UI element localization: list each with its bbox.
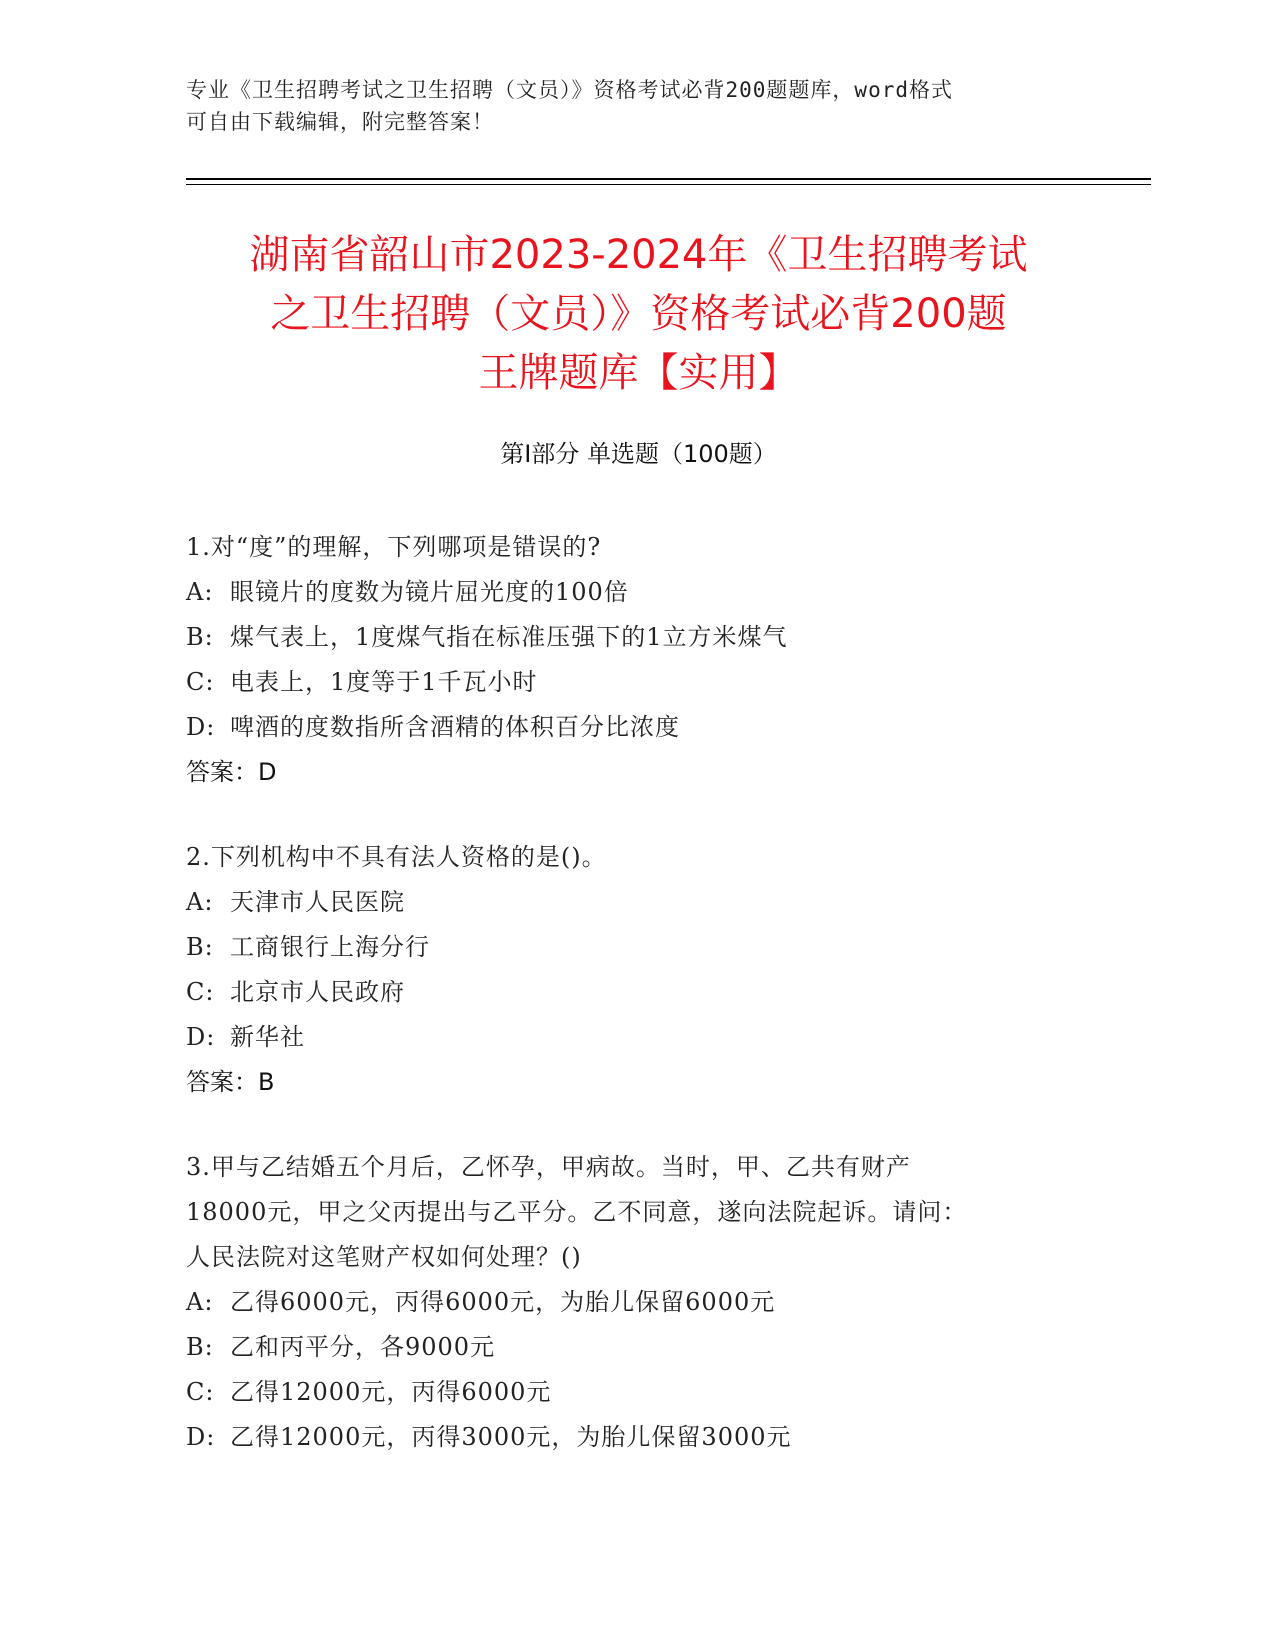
- option-d: [186, 1415, 1086, 1460]
- option-letter: A:: [186, 888, 214, 916]
- option-letter: B:: [186, 623, 214, 651]
- question-stem-line-2: 18000元，甲之父丙提出与乙平分。乙不同意，遂向法院起诉。请问：: [186, 1198, 968, 1226]
- question-3: [186, 1145, 1086, 1460]
- option-a: [186, 1280, 1086, 1325]
- option-letter: B:: [186, 933, 214, 961]
- option-letter: C:: [186, 1378, 215, 1406]
- option-b: [186, 1325, 1086, 1370]
- option-text: 北京市人民政府: [230, 978, 405, 1006]
- option-text: 乙和丙平分，各9000元: [230, 1333, 496, 1361]
- option-text: 乙得12000元，丙得6000元: [230, 1378, 552, 1406]
- option-c: [186, 660, 1086, 705]
- question-stem: 2.下列机构中不具有法人资格的是()。: [186, 843, 607, 871]
- answer-line: 答案：B: [186, 1068, 275, 1096]
- option-d: [186, 1015, 1086, 1060]
- question-list: [186, 525, 1086, 1500]
- option-text: 煤气表上，1度煤气指在标准压强下的1立方米煤气: [230, 623, 788, 651]
- section-title: 第Ⅰ部分 单选题（100题）: [500, 440, 777, 468]
- title-line-3: 王牌题库【实用】: [478, 350, 799, 396]
- option-c: [186, 970, 1086, 1015]
- option-a: [186, 880, 1086, 925]
- option-text: 乙得6000元，丙得6000元，为胎儿保留6000元: [230, 1288, 776, 1316]
- option-text: 电表上，1度等于1千瓦小时: [230, 668, 538, 696]
- option-a: [186, 570, 1086, 615]
- option-letter: A:: [186, 578, 214, 606]
- header-note-line-1: 专业《卫生招聘考试之卫生招聘（文员）》资格考试必背200题题库，word格式: [186, 78, 953, 102]
- option-letter: D:: [186, 1423, 216, 1451]
- option-text: 啤酒的度数指所含酒精的体积百分比浓度: [230, 713, 680, 741]
- option-b: [186, 615, 1086, 660]
- header-rule-thin: [186, 184, 1151, 185]
- option-text: 乙得12000元，丙得3000元，为胎儿保留3000元: [230, 1423, 792, 1451]
- title-line-2: 之卫生招聘（文员）》资格考试必背200题: [270, 291, 1007, 337]
- question-2: [186, 835, 1086, 1105]
- option-text: 天津市人民医院: [230, 888, 405, 916]
- option-letter: B:: [186, 1333, 214, 1361]
- option-letter: C:: [186, 978, 215, 1006]
- answer-line: 答案：D: [186, 758, 277, 786]
- option-letter: C:: [186, 668, 215, 696]
- option-c: [186, 1370, 1086, 1415]
- option-d: [186, 705, 1086, 750]
- option-letter: A:: [186, 1288, 214, 1316]
- header-note-line-2: 可自由下载编辑，附完整答案！: [186, 110, 494, 134]
- option-letter: D:: [186, 1023, 216, 1051]
- title-line-1: 湖南省韶山市2023-2024年《卫生招聘考试: [249, 232, 1028, 278]
- option-b: [186, 925, 1086, 970]
- header-rule-thick: [186, 178, 1151, 180]
- option-letter: D:: [186, 713, 216, 741]
- option-text: 工商银行上海分行: [230, 933, 430, 961]
- header-note: [186, 74, 1076, 138]
- question-stem-line-3: 人民法院对这笔财产权如何处理？(): [186, 1243, 582, 1271]
- document-title: [186, 226, 1091, 403]
- option-text: 眼镜片的度数为镜片屈光度的100倍: [230, 578, 629, 606]
- option-text: 新华社: [230, 1023, 305, 1051]
- question-stem-line-1: 3.甲与乙结婚五个月后，乙怀孕，甲病故。当时，甲、乙共有财产: [186, 1153, 911, 1181]
- question-1: [186, 525, 1086, 795]
- question-stem: 1.对“度”的理解，下列哪项是错误的?: [186, 533, 602, 561]
